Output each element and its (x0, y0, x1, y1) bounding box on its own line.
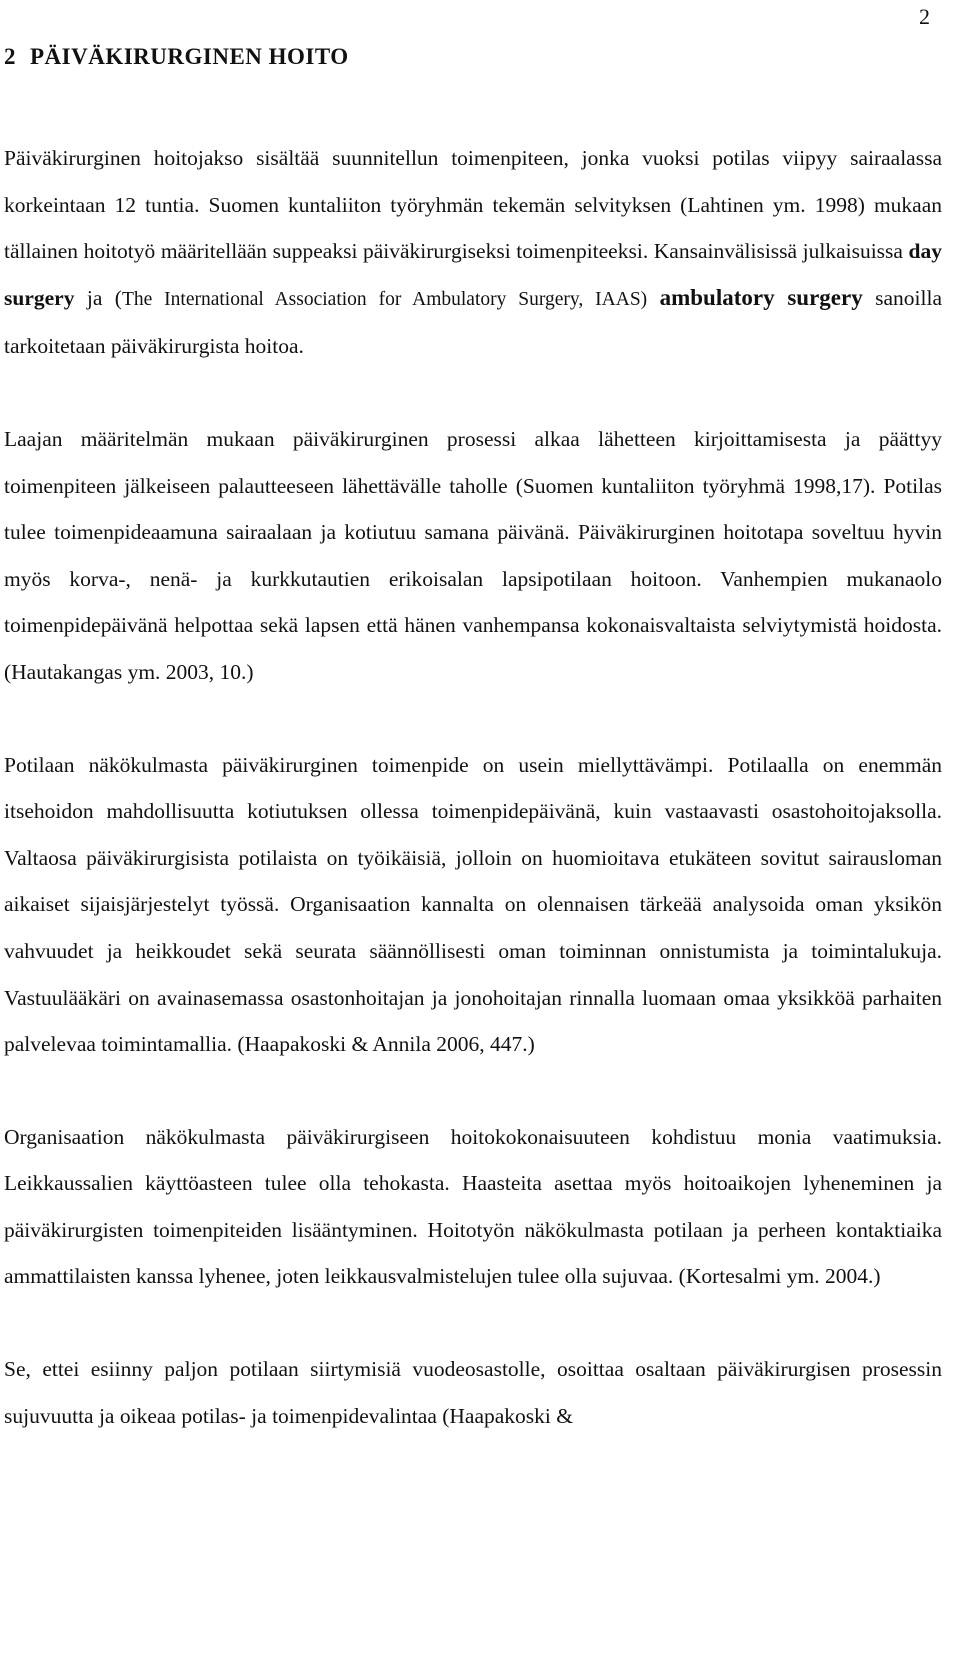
paragraph-text: Päiväkirurginen hoitojakso sisältää suunnitellun toimenpiteen, jonka vuoksi potilas viipyy sairaalassa korkeintaan 12 tuntia. Suomen kuntaliiton työryhmän tekemän selvityksen (Lahtinen ym. 1998) mukaan tällainen hoitotyö määritellään suppeaksi päiväkirurgiseksi toimenpiteeksi. Kansainvälisissä julkaisuissa (4, 146, 942, 264)
organization-name: The International Association for Ambulatory Surgery, IAAS) (121, 288, 648, 310)
section-number: 2 (4, 44, 16, 69)
document-body (4, 135, 942, 1485)
paragraph-text: sanoilla tarkoitetaan päiväkirurgista hoitoa. (4, 285, 943, 359)
term-day-surgery: day surgery (4, 239, 942, 310)
paragraph-text: ja ( (74, 285, 122, 310)
paragraph-process: Laajan määritelmän mukaan päiväkirurginen prosessi alkaa lähetteen kirjoittamisesta ja päättyy toimenpiteen jälkeiseen palautteeseen lähettävälle taholle (Suomen kuntaliiton työryhmä 1998,17). Potilas tulee toimenpideaamuna sairaalaan ja kotiutuu samana päivänä. Päiväkirurginen hoitotapa soveltuu hyvin myös korva-, nenä- ja kurkkutautien erikoisalan lapsipotilaan hoitoon. Vanhempien mukanaolo toimenpidepäivänä helpottaa sekä lapsen että hänen vanhempansa kokonaisvaltaista selviytymistä hoidosta. (Hautakangas ym. 2003, 10.) (4, 426, 942, 684)
paragraph-organization-view: Organisaation näkökulmasta päiväkirurgiseen hoitokokonaisuuteen kohdistuu monia vaatimuksia. Leikkaussalien käyttöasteen tulee olla tehokasta. Haasteita asettaa myös hoitoaikojen lyheneminen ja päiväkirurgisten toimenpiteiden lisääntyminen. Hoitotyön näkökulmasta potilaan ja perheen kontaktiaika ammattilaisten kanssa lyhenee, joten leikkausvalmistelujen tulee olla sujuvaa. (Kortesalmi ym. 2004.) (4, 1124, 942, 1289)
section-title: PÄIVÄKIRURGINEN HOITO (30, 44, 349, 69)
section-heading (4, 44, 349, 70)
paragraph-definition (4, 135, 942, 370)
term-ambulatory-surgery: ambulatory surgery (659, 284, 863, 310)
page-number: 2 (919, 4, 930, 29)
paragraph-patient-view: Potilaan näkökulmasta päiväkirurginen toimenpide on usein miellyttävämpi. Potilaalla on enemmän itsehoidon mahdollisuutta kotiutuksen ollessa toimenpidepäivänä, kuin vastaavasti osastohoitojaksolla. Valtaosa päiväkirurgisista potilaista on työikäisiä, jolloin on huomioitava etukäteen sovitut sairausloman aikaiset sijaisjärjestelyt työssä. Organisaation kannalta on olennaisen tärkeää analysoida oman yksikön vahvuudet ja heikkoudet sekä seurata säännöllisesti oman toiminnan onnistumista ja toimintalukuja. Vastuulääkäri on avainasemassa osastonhoitajan ja jonohoitajan rinnalla luomaan omaa yksikköä parhaiten palvelevaa toimintamallia. (Haapakoski & Annila 2006, 447.) (4, 752, 942, 1057)
paragraph-transfers: Se, ettei esiinny paljon potilaan siirtymisiä vuodeosastolle, osoittaa osaltaan päiväkirurgisen prosessin sujuvuutta ja oikeaa potilas- ja toimenpidevalintaa (Haapakoski & (4, 1357, 942, 1428)
